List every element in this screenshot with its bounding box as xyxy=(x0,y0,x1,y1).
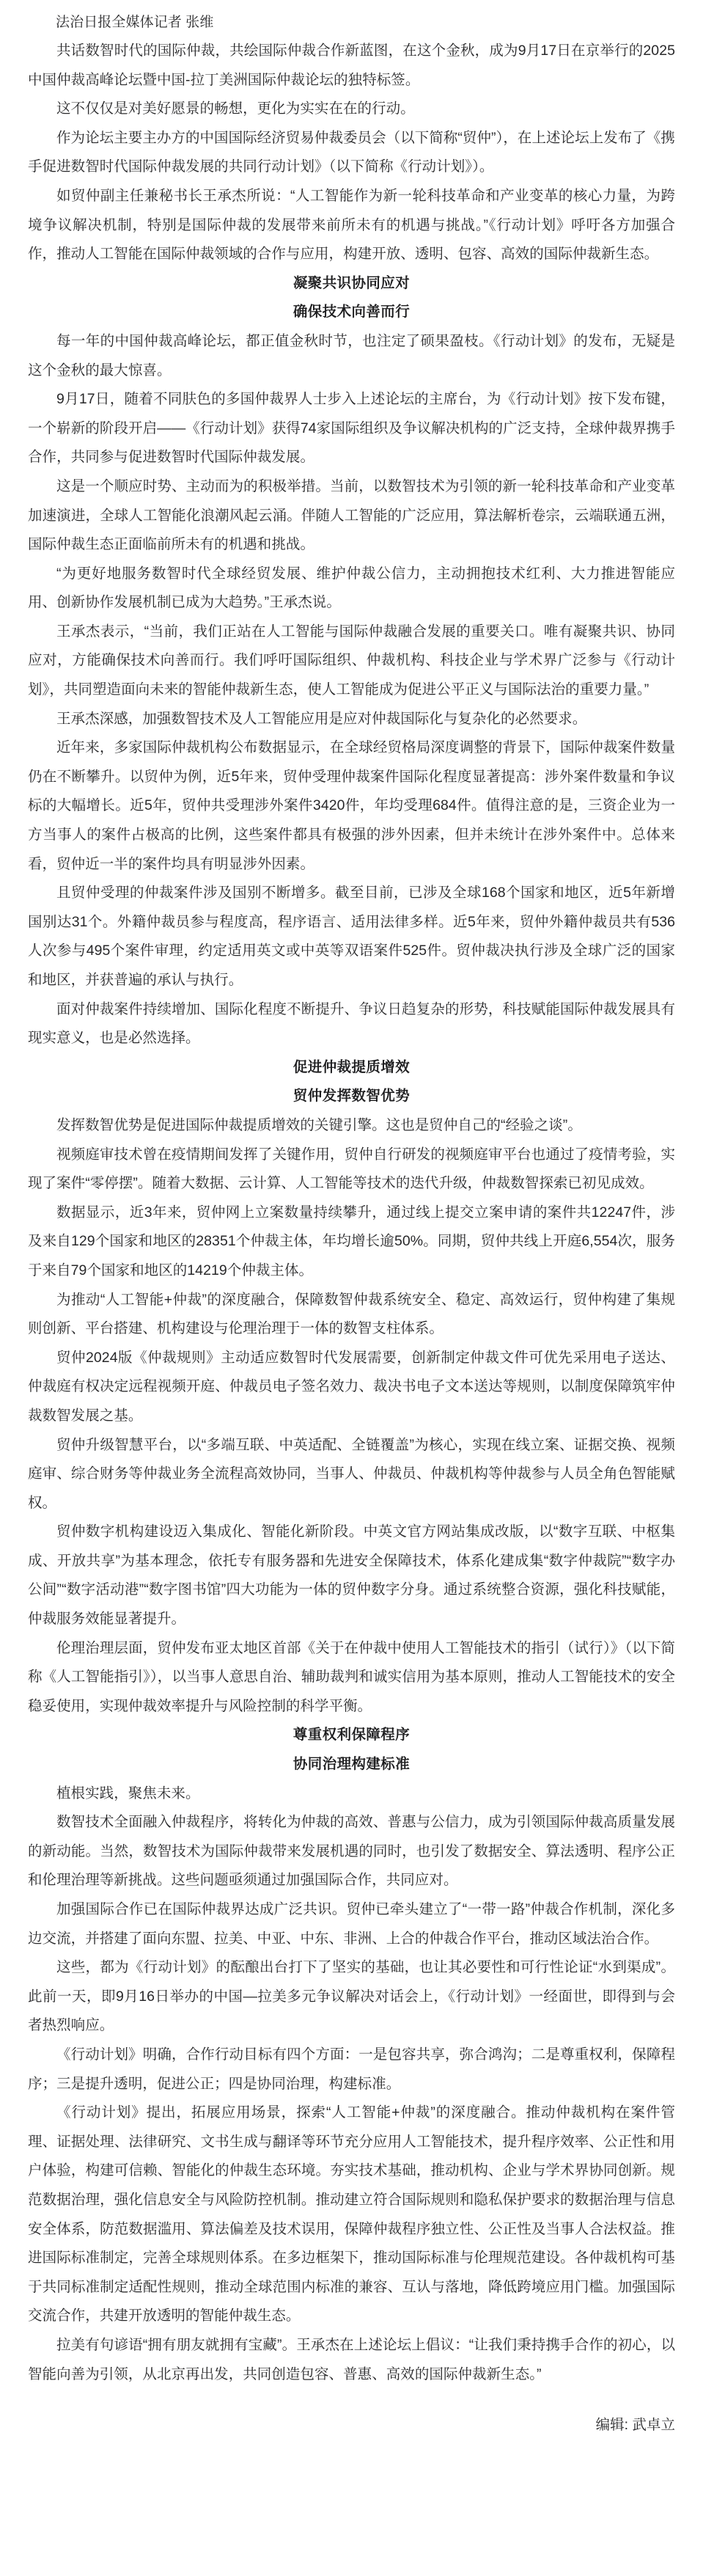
article-paragraph: 为推动“人工智能+仲裁”的深度融合，保障数智仲裁系统安全、稳定、高效运行，贸仲构建了集规则创新、平台搭建、机构建设与伦理治理于一体的数智支柱体系。 xyxy=(28,1291,675,1337)
article-paragraph: 加强国际合作已在国际仲裁界达成广泛共识。贸仲已牵头建立了“一带一路”仲裁合作机制，深化多边交流，并搭建了面向东盟、拉美、中亚、中东、非洲、上合的仲裁合作平台，推动区域法治合作。 xyxy=(28,1901,675,1947)
section-subheading: 协同治理构建标准 xyxy=(292,1756,411,1773)
article-paragraph: 《行动计划》提出，拓展应用场景，探索“人工智能+仲裁”的深度融合。推动仲裁机构在案件管理、证据处理、法律研究、文书生成与翻译等环节充分应用人工智能技术，提升程序效率、公正性和用户体验，构建可信赖、智能化的仲裁生态环境。夯实技术基础，推动机构、企业与学术界协同创新。规范数据治理，强化信息安全与风险防控机制。推动建立符合国际规则和隐私保护要求的数据治理与信息安全体系，防范数据滥用、算法偏差及技术误用，保障仲裁程序独立性、公正性及当事人合法权益。推进国际标准制定，完善全球规则体系。在多边框架下，推动国际标准与伦理规范建设。各仲裁机构可基于共同标准制定适配性规则，推动全球范围内标准的兼容、互认与落地，降低跨境应用门槛。加强国际交流合作，共建开放透明的智能仲裁生态。 xyxy=(28,2104,675,2324)
article-paragraph: 《行动计划》明确，合作行动目标有四个方面：一是包容共享，弥合鸿沟；二是尊重权利，保障程序；三是提升透明，促进公正；四是协同治理，构建标准。 xyxy=(28,2046,675,2092)
article-paragraph: 每一年的中国仲裁高峰论坛，都正值金秋时节，也注定了硕果盈枝。《行动计划》的发布，无疑是这个金秋的最大惊喜。 xyxy=(28,332,675,378)
editor-credit: 编辑: 武卓立 xyxy=(595,2417,675,2434)
article-paragraph: 数据显示，近3年来，贸仲网上立案数量持续攀升，通过线上提交立案申请的案件共12247件，涉及来自129个国家和地区的28351个仲裁主体，年均增长逾50%。同期，贸仲共线上开庭6,554次，服务于来自79个国家和地区的14219个仲裁主体。 xyxy=(28,1204,675,1278)
section-subheading: 凝聚共识协同应对 xyxy=(292,274,411,291)
article-paragraph: 视频庭审技术曾在疫情期间发挥了关键作用，贸仲自行研发的视频庭审平台也通过了疫情考验，实现了案件“零停摆”。随着大数据、云计算、人工智能等技术的迭代升级，仲裁数智探索已初见成效。 xyxy=(28,1146,675,1192)
article-paragraph: 贸仲数字机构建设迈入集成化、智能化新阶段。中英文官方网站集成改版，以“数字互联、中枢集成、开放共享”为基本理念，依托专有服务器和先进安全保障技术，体系化建成集“数字仲裁院”“数字办公间”“数字活动港”“数字图书馆”四大功能为一体的贸仲数字分身。通过系统整合资源，强化科技赋能，仲裁服务效能显著提升。 xyxy=(28,1523,675,1628)
article-paragraph: “为更好地服务数智时代全球经贸发展、维护仲裁公信力，主动拥抱技术红利、大力推进智能应用、创新协作发展机制已成为大趋势。”王承杰说。 xyxy=(28,565,675,611)
article-paragraph: 拉美有句谚语“拥有朋友就拥有宝藏”。王承杰在上述论坛上倡议：“让我们秉持携手合作的初心，以智能向善为引领，从北京再出发，共同创造包容、普惠、高效的国际仲裁新生态。” xyxy=(28,2336,675,2382)
article-paragraph: 发挥数智优势是促进国际仲裁提质增效的关键引擎。这也是贸仲自己的“经验之谈”。 xyxy=(56,1116,582,1133)
section-subheading: 贸仲发挥数智优势 xyxy=(292,1088,411,1105)
article-paragraph: 这不仅仅是对美好愿景的畅想，更化为实实在在的行动。 xyxy=(56,100,415,117)
article-paragraph: 数智技术全面融入仲裁程序，将转化为仲裁的高效、普惠与公信力，成为引领国际仲裁高质量发展的新动能。当然，数智技术为国际仲裁带来发展机遇的同时，也引发了数据安全、算法透明、程序公正和伦理治理等新挑战。这些问题亟须通过加强国际合作，共同应对。 xyxy=(28,1814,675,1889)
article-paragraph: 贸仲升级智慧平台，以“多端互联、中英适配、全链覆盖”为核心，实现在线立案、证据交换、视频庭审、综合财务等仲裁业务全流程高效协同，当事人、仲裁员、仲裁机构等仲裁参与人员全角色智能赋权。 xyxy=(28,1436,675,1511)
article-paragraph: 且贸仲受理的仲裁案件涉及国别不断增多。截至目前，已涉及全球168个国家和地区，近5年新增国别达31个。外籍仲裁员参与程度高，程序语言、适用法律多样。近5年来，贸仲外籍仲裁员共有536人次参与495个案件审理，约定适用英文或中英等双语案件525件。贸仲裁决执行涉及全球广泛的国家和地区，并获普遍的承认与执行。 xyxy=(28,885,675,988)
article-paragraph: 面对仲裁案件持续增加、国际化程度不断提升、争议日趋复杂的形势，科技赋能国际仲裁发展具有现实意义，也是必然选择。 xyxy=(28,1000,675,1047)
section-subheading: 确保技术向善而行 xyxy=(292,304,411,321)
section-subheading: 尊重权利保障程序 xyxy=(292,1727,411,1743)
section-subheading: 促进仲裁提质增效 xyxy=(292,1058,411,1075)
article-body xyxy=(28,37,675,2389)
article-paragraph: 王承杰表示，“当前，我们正站在人工智能与国际仲裁融合发展的重要关口。唯有凝聚共识、协同应对，方能确保技术向善而行。我们呼吁国际组织、仲裁机构、科技企业与学术界广泛参与《行动计划》，共同塑造面向未来的智能仲裁新生态，使人工智能成为促进公平正义与国际法治的重要力量。” xyxy=(28,623,675,698)
article-paragraph: 伦理治理层面，贸仲发布亚太地区首部《关于在仲裁中使用人工智能技术的指引（试行）》（以下简称《人工智能指引》），以当事人意思自治、辅助裁判和诚实信用为基本原则，推动人工智能技术的安全稳妥使用，实现仲裁效率提升与风险控制的科学平衡。 xyxy=(28,1639,675,1714)
article-paragraph: 如贸仲副主任兼秘书长王承杰所说：“人工智能作为新一轮科技革命和产业变革的核心力量，为跨境争议解决机制，特别是国际仲裁的发展带来前所未有的机遇与挑战。”《行动计划》呼吁各方加强合作，推动人工智能在国际仲裁领域的合作与应用，构建开放、透明、包容、高效的国际仲裁新生态。 xyxy=(28,187,675,263)
article-paragraph: 贸仲2024版《仲裁规则》主动适应数智时代发展需要，创新制定仲裁文件可优先采用电子送达、仲裁庭有权决定远程视频开庭、仲裁员电子签名效力、裁决书电子文本送达等规则，以制度保障筑牢仲裁数智发展之基。 xyxy=(28,1349,675,1424)
article-paragraph: 王承杰深感，加强数智技术及人工智能应用是应对仲裁国际化与复杂化的必然要求。 xyxy=(56,710,587,727)
article-paragraph: 这些，都为《行动计划》的酝酿出台打下了坚实的基础，也让其必要性和可行性论证“水到渠成”。此前一天，即9月16日举办的中国—拉美多元争议解决对话会上，《行动计划》一经面世，即得到与会者热烈响应。 xyxy=(28,1959,675,2034)
article-paragraph: 作为论坛主要主办方的中国国际经济贸易仲裁委员会（以下简称“贸仲”），在上述论坛上发布了《携手促进数智时代国际仲裁发展的共同行动计划》（以下简称《行动计划》）。 xyxy=(28,129,675,175)
article-byline: 法治日报全媒体记者 张维 xyxy=(56,15,214,30)
article-paragraph: 这是一个顺应时势、主动而为的积极举措。当前，以数智技术为引领的新一轮科技革命和产业变革加速演进，全球人工智能化浪潮风起云涌。伴随人工智能的广泛应用，算法解析卷宗，云端联通五洲，国际仲裁生态正面临前所未有的机遇和挑战。 xyxy=(28,477,675,553)
article-paragraph: 近年来，多家国际仲裁机构公布数据显示，在全球经贸格局深度调整的背景下，国际仲裁案件数量仍在不断攀升。以贸仲为例，近5年来，贸仲受理仲裁案件国际化程度显著提高：涉外案件数量和争议标的大幅增长。近5年，贸仲共受理涉外案件3420件，年均受理684件。值得注意的是，三资企业为一方当事人的案件占极高的比例，这些案件都具有极强的涉外因素，但并未统计在涉外案件中。总体来看，贸仲近一半的案件均具有明显涉外因素。 xyxy=(28,739,675,872)
article-paragraph: 植根实践，聚焦未来。 xyxy=(56,1785,200,1801)
article-paragraph: 共话数智时代的国际仲裁，共绘国际仲裁合作新蓝图，在这个金秋，成为9月17日在京举行的2025中国仲裁高峰论坛暨中国-拉丁美洲国际仲裁论坛的独特标签。 xyxy=(28,43,675,88)
article-paragraph: 9月17日，随着不同肤色的多国仲裁界人士步入上述论坛的主席台，为《行动计划》按下发布键，一个崭新的阶段开启——《行动计划》获得74家国际组织及争议解决机构的广泛支持，全球仲裁界携手合作，共同参与促进数智时代国际仲裁发展。 xyxy=(28,391,675,466)
